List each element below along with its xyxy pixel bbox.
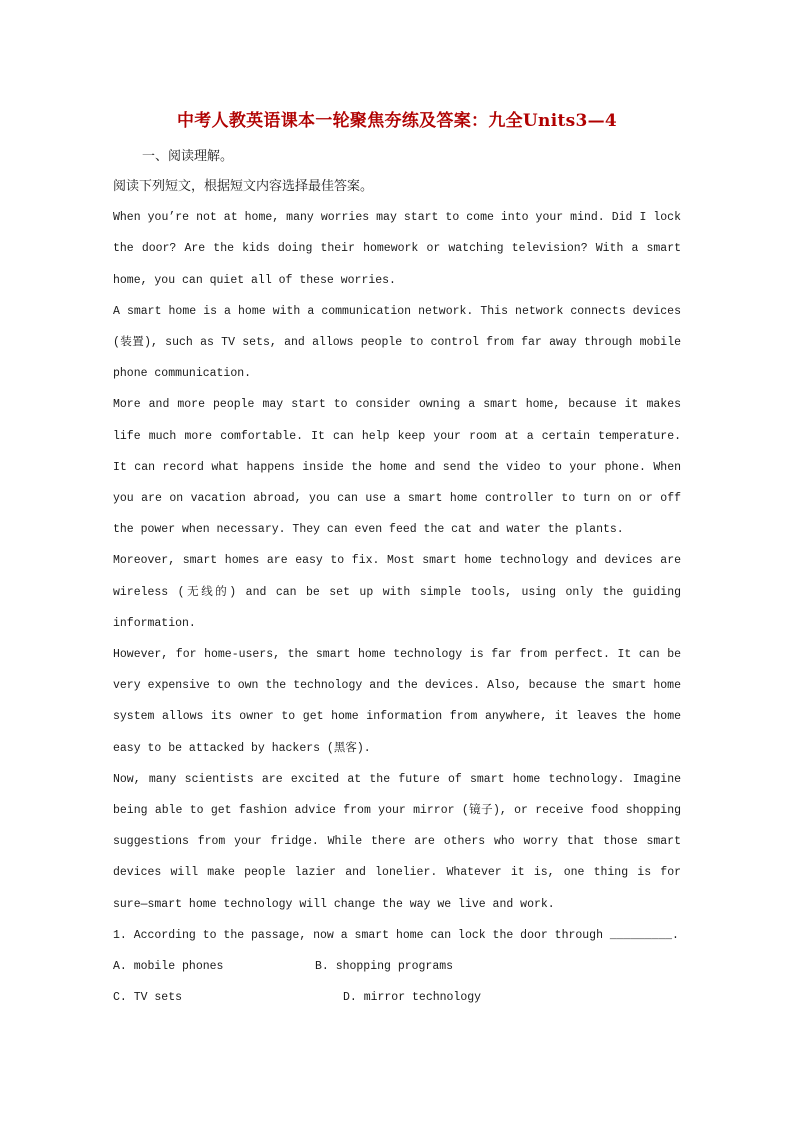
option-row (113, 982, 681, 1013)
document-body (113, 171, 681, 1013)
paragraph: Moreover, smart homes are easy to fix. Most smart home technology and devices are wireless (无线的) and can be set up with simple tools, using only the guiding information. (113, 554, 681, 630)
section-heading: 一、阅读理解。 (142, 149, 234, 164)
option-b: B. shopping programs (315, 960, 454, 974)
instruction-text: 阅读下列短文，根据短文内容选择最佳答案。 (113, 179, 374, 194)
paragraph: When you’re not at home, many worries may start to come into your mind. Did I lock the door? Are the kids doing their homework or watching television? With a smart home, you can quiet all of these worries. (113, 211, 681, 287)
option-c: C. TV sets (113, 991, 183, 1005)
paragraph: A smart home is a home with a communication network. This network connects devices (装置), such as TV sets, and allows people to control from far away through mobile phone communication. (113, 304, 681, 381)
question-stem: 1. According to the passage, now a smart home can lock the door through _________. (113, 928, 679, 942)
option-a: A. mobile phones (113, 960, 224, 974)
paragraph: Now, many scientists are excited at the future of smart home technology. Imagine being able to get fashion advice from your mirror (镜子), or receive food shopping suggestions from your fridge. While there are others who worry that those smart devices will make people lazier and lonelier. Whatever it is, one thing is for sure—smart home technology will change the way we live and work. (113, 772, 681, 911)
paragraph: However, for home-users, the smart home technology is far from perfect. It can be very expensive to own the technology and the devices. Also, because the smart home system allows its owner to get home information from anywhere, it leaves the home easy to be attacked by hackers (黑客). (113, 648, 681, 755)
document-title: 中考人教英语课本一轮聚焦夯练及答案：九全Units3—4 (176, 111, 618, 131)
option-row (113, 951, 681, 982)
option-d: D. mirror technology (343, 991, 482, 1005)
paragraph: More and more people may start to consider owning a smart home, because it makes life much more comfortable. It can help keep your room at a certain temperature. It can record what happens inside the home and send the video to your phone. When you are on vacation abroad, you can use a smart home controller to turn on or off the power when necessary. They can even feed the cat and water the plants. (113, 398, 681, 537)
